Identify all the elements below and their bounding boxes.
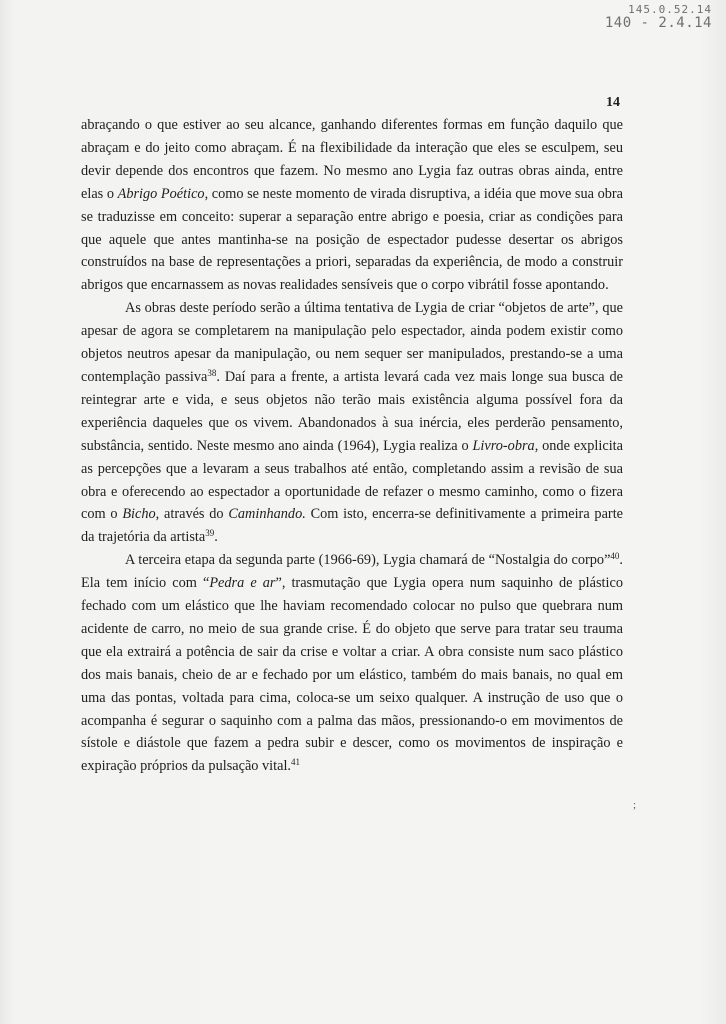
paragraph-2-text-e: Com isto, encerra-se definitivamente a primeira parte da trajetória da artista — [81, 506, 624, 546]
title-pedra-e-ar: Pedra e ar — [209, 575, 276, 592]
paragraph-2-text-f: . — [214, 529, 218, 546]
paragraph-1-text-b: , como se neste momento de virada disruptiva, a idéia que move sua obra se traduzisse em conceito: superar a separação entre abrigo e poesia, criar as condições para que aquele que antes mantinha-se na posição de espectador pudesse desertar os abrigos construídos na base de representações a priori, separadas da experiência, de modo a construir abrigos que encarnassem as novas realidades sensíveis que o corpo vibrátil fosse apontando. — [81, 185, 623, 294]
margin-mark: ; — [633, 799, 637, 811]
paragraph-2-text-b: . Daí para a frente, a artista levará cada vez mais longe sua busca de reintegrar arte e vida, e seus objetos não terão mais existência alguma possível fora da experiência daqueles que os vivem. Abandonados à sua inércia, eles perderão pensamento, substância, sentido. Neste mesmo ano ainda (1964), Lygia realiza o — [81, 368, 623, 454]
paragraph-2-text-c: , onde explicita as percepções que a levaram a seus trabalhos até então, completando assim a revisão de sua obra e oferecendo ao espectador a oportunidade de refazer o mesmo caminho, como o fizera com o — [81, 437, 623, 523]
title-abrigo-poetico: Abrigo Poético — [117, 185, 205, 202]
title-livro-obra: Livro-obra — [472, 437, 535, 454]
paragraph-2 — [81, 297, 623, 549]
paragraph-1-text-a: abraçando o que estiver ao seu alcance, ganhando diferentes formas em função daquilo que abraçam e do jeito como abraçam. É na flexibilidade da interação que eles se esculpem, seu devir depende dos encontros que fazem. No mesmo ano Lygia faz outras obras ainda, entre elas o — [81, 117, 623, 202]
paragraph-3-text-c: ”, trasmutação que Lygia opera num saquinho de plástico fechado com um elástico que lhe haviam recomendado colocar no pulso que quebrara num acidente de carro, no meio de sua grande crise. É do objeto que serve para tratar seu trauma que ela extrairá a potência de sair da crise e voltar a criar. A obra consiste num saco plástico dos mais banais, cheio de ar e fechado por um elástico, também do mais banais, no qual em uma das pontas, voltada para cima, coloca-se um seixo qualquer. A instrução de uso que o acompanha é segurar o saquinho com a palma das mãos, pressionando-o em movimentos de sístole e diástole que fazem a pedra subir e descer, como os movimentos de inspiração e expiração próprios da pulsação vital. — [81, 575, 623, 775]
title-bicho: Bicho — [122, 506, 156, 523]
paragraph-3-text-b: . Ela tem início com “ — [81, 552, 623, 592]
annotation-line-2: 140 - 2.4.14 — [604, 14, 712, 31]
footnote-ref-38: 38 — [207, 367, 217, 378]
paragraph-2-text-d: , através do — [155, 506, 229, 523]
title-caminhando: Caminhando. — [228, 506, 306, 523]
footnote-ref-39: 39 — [205, 528, 215, 539]
annotation-line-1: 145.0.52.14 — [628, 3, 712, 16]
paragraph-1 — [81, 114, 623, 297]
page-number: 14 — [606, 95, 620, 110]
handwritten-annotation — [605, 4, 712, 30]
footnote-ref-40: 40 — [610, 551, 620, 562]
paragraph-3-text-a: A terceira etapa da segunda parte (1966-69), Lygia chamará de “Nostalgia do corpo” — [125, 552, 611, 569]
paragraph-3 — [81, 549, 623, 778]
body-text — [81, 114, 623, 778]
paragraph-2-text-a: As obras deste período serão a última tentativa de Lygia de criar “objetos de arte”, que apesar de agora se completarem na manipulação pelo espectador, ainda podem existir como objetos neutros apesar da manipulação, ou nem sequer ser manipulados, prestando-se a uma contemplação passiva — [81, 300, 623, 385]
footnote-ref-41: 41 — [291, 757, 301, 768]
